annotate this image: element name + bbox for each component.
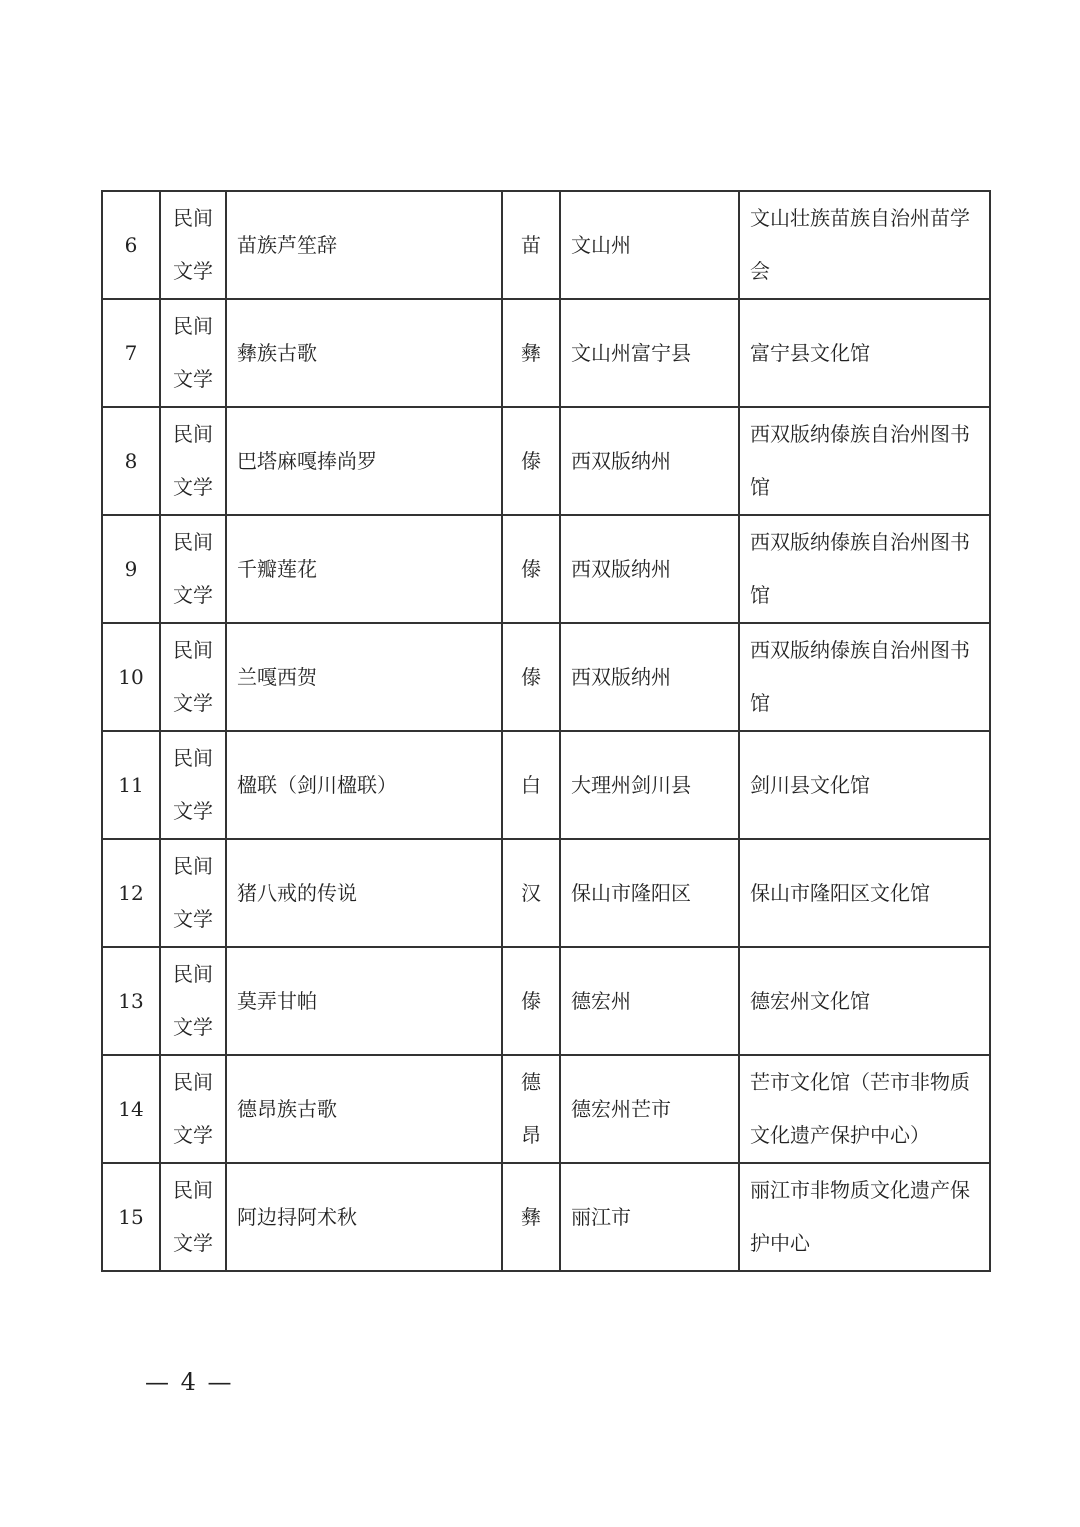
region-cell: 西双版纳州 bbox=[560, 407, 739, 515]
table-row bbox=[102, 839, 990, 947]
region-cell: 西双版纳州 bbox=[560, 515, 739, 623]
table-row bbox=[102, 191, 990, 299]
ethnicity-cell bbox=[502, 299, 560, 407]
ethnicity-text: 傣 bbox=[521, 448, 541, 473]
protection-unit-cell: 西双版纳傣族自治州图书馆 bbox=[739, 623, 990, 731]
project-name-cell: 兰嘎西贺 bbox=[226, 623, 502, 731]
project-name-cell: 苗族芦笙辞 bbox=[226, 191, 502, 299]
region-cell: 保山市隆阳区 bbox=[560, 839, 739, 947]
row-number: 13 bbox=[102, 947, 160, 1055]
category-cell bbox=[160, 299, 226, 407]
project-name-cell: 千瓣莲花 bbox=[226, 515, 502, 623]
table-row bbox=[102, 731, 990, 839]
ethnicity-text: 彝 bbox=[521, 340, 541, 365]
protection-unit-cell: 德宏州文化馆 bbox=[739, 947, 990, 1055]
ethnicity-cell bbox=[502, 623, 560, 731]
project-name-cell: 德昂族古歌 bbox=[226, 1055, 502, 1163]
protection-unit-cell: 富宁县文化馆 bbox=[739, 299, 990, 407]
protection-unit-cell: 剑川县文化馆 bbox=[739, 731, 990, 839]
category-cell bbox=[160, 731, 226, 839]
protection-unit-cell: 西双版纳傣族自治州图书馆 bbox=[739, 515, 990, 623]
protection-unit-cell: 西双版纳傣族自治州图书馆 bbox=[739, 407, 990, 515]
table-row bbox=[102, 1163, 990, 1271]
project-name-cell: 莫弄甘帕 bbox=[226, 947, 502, 1055]
ethnicity-cell bbox=[502, 731, 560, 839]
ethnicity-text: 德昂 bbox=[521, 1070, 541, 1147]
region-cell: 丽江市 bbox=[560, 1163, 739, 1271]
ethnicity-text: 傣 bbox=[521, 556, 541, 581]
ethnicity-cell bbox=[502, 515, 560, 623]
category-text: 民间文学 bbox=[173, 206, 213, 283]
row-number: 12 bbox=[102, 839, 160, 947]
ethnicity-text: 傣 bbox=[521, 988, 541, 1013]
project-name-cell: 猪八戒的传说 bbox=[226, 839, 502, 947]
region-cell: 德宏州芒市 bbox=[560, 1055, 739, 1163]
table-row bbox=[102, 299, 990, 407]
category-cell bbox=[160, 623, 226, 731]
heritage-list-table bbox=[101, 190, 991, 1272]
ethnicity-text: 苗 bbox=[521, 232, 541, 257]
category-cell bbox=[160, 1055, 226, 1163]
ethnicity-cell bbox=[502, 1163, 560, 1271]
category-cell bbox=[160, 191, 226, 299]
row-number: 6 bbox=[102, 191, 160, 299]
category-text: 民间文学 bbox=[173, 530, 213, 607]
table-row bbox=[102, 407, 990, 515]
project-name-cell: 巴塔麻嘎捧尚罗 bbox=[226, 407, 502, 515]
table-row bbox=[102, 1055, 990, 1163]
row-number: 11 bbox=[102, 731, 160, 839]
category-text: 民间文学 bbox=[173, 1178, 213, 1255]
category-text: 民间文学 bbox=[173, 854, 213, 931]
region-cell: 西双版纳州 bbox=[560, 623, 739, 731]
region-cell: 大理州剑川县 bbox=[560, 731, 739, 839]
row-number: 10 bbox=[102, 623, 160, 731]
region-cell: 德宏州 bbox=[560, 947, 739, 1055]
ethnicity-cell bbox=[502, 407, 560, 515]
project-name-cell: 彝族古歌 bbox=[226, 299, 502, 407]
project-name-cell: 阿边挦阿术秋 bbox=[226, 1163, 502, 1271]
ethnicity-text: 彝 bbox=[521, 1204, 541, 1229]
table-row bbox=[102, 515, 990, 623]
table-row bbox=[102, 623, 990, 731]
ethnicity-text: 白 bbox=[521, 772, 541, 797]
category-cell bbox=[160, 839, 226, 947]
ethnicity-cell bbox=[502, 839, 560, 947]
row-number: 8 bbox=[102, 407, 160, 515]
category-text: 民间文学 bbox=[173, 1070, 213, 1147]
protection-unit-cell: 芒市文化馆（芒市非物质文化遗产保护中心） bbox=[739, 1055, 990, 1163]
category-cell bbox=[160, 515, 226, 623]
ethnicity-text: 汉 bbox=[521, 880, 541, 905]
protection-unit-cell: 文山壮族苗族自治州苗学会 bbox=[739, 191, 990, 299]
category-cell bbox=[160, 1163, 226, 1271]
category-text: 民间文学 bbox=[173, 422, 213, 499]
ethnicity-cell bbox=[502, 947, 560, 1055]
protection-unit-cell: 丽江市非物质文化遗产保护中心 bbox=[739, 1163, 990, 1271]
region-cell: 文山州富宁县 bbox=[560, 299, 739, 407]
table-row bbox=[102, 947, 990, 1055]
page-number: — 4 — bbox=[145, 1368, 234, 1396]
project-name-cell: 楹联（剑川楹联） bbox=[226, 731, 502, 839]
ethnicity-text: 傣 bbox=[521, 664, 541, 689]
ethnicity-cell bbox=[502, 1055, 560, 1163]
region-cell: 文山州 bbox=[560, 191, 739, 299]
protection-unit-cell: 保山市隆阳区文化馆 bbox=[739, 839, 990, 947]
category-text: 民间文学 bbox=[173, 746, 213, 823]
row-number: 9 bbox=[102, 515, 160, 623]
category-text: 民间文学 bbox=[173, 638, 213, 715]
category-cell bbox=[160, 407, 226, 515]
row-number: 7 bbox=[102, 299, 160, 407]
category-text: 民间文学 bbox=[173, 962, 213, 1039]
row-number: 15 bbox=[102, 1163, 160, 1271]
category-text: 民间文学 bbox=[173, 314, 213, 391]
ethnicity-cell bbox=[502, 191, 560, 299]
category-cell bbox=[160, 947, 226, 1055]
row-number: 14 bbox=[102, 1055, 160, 1163]
